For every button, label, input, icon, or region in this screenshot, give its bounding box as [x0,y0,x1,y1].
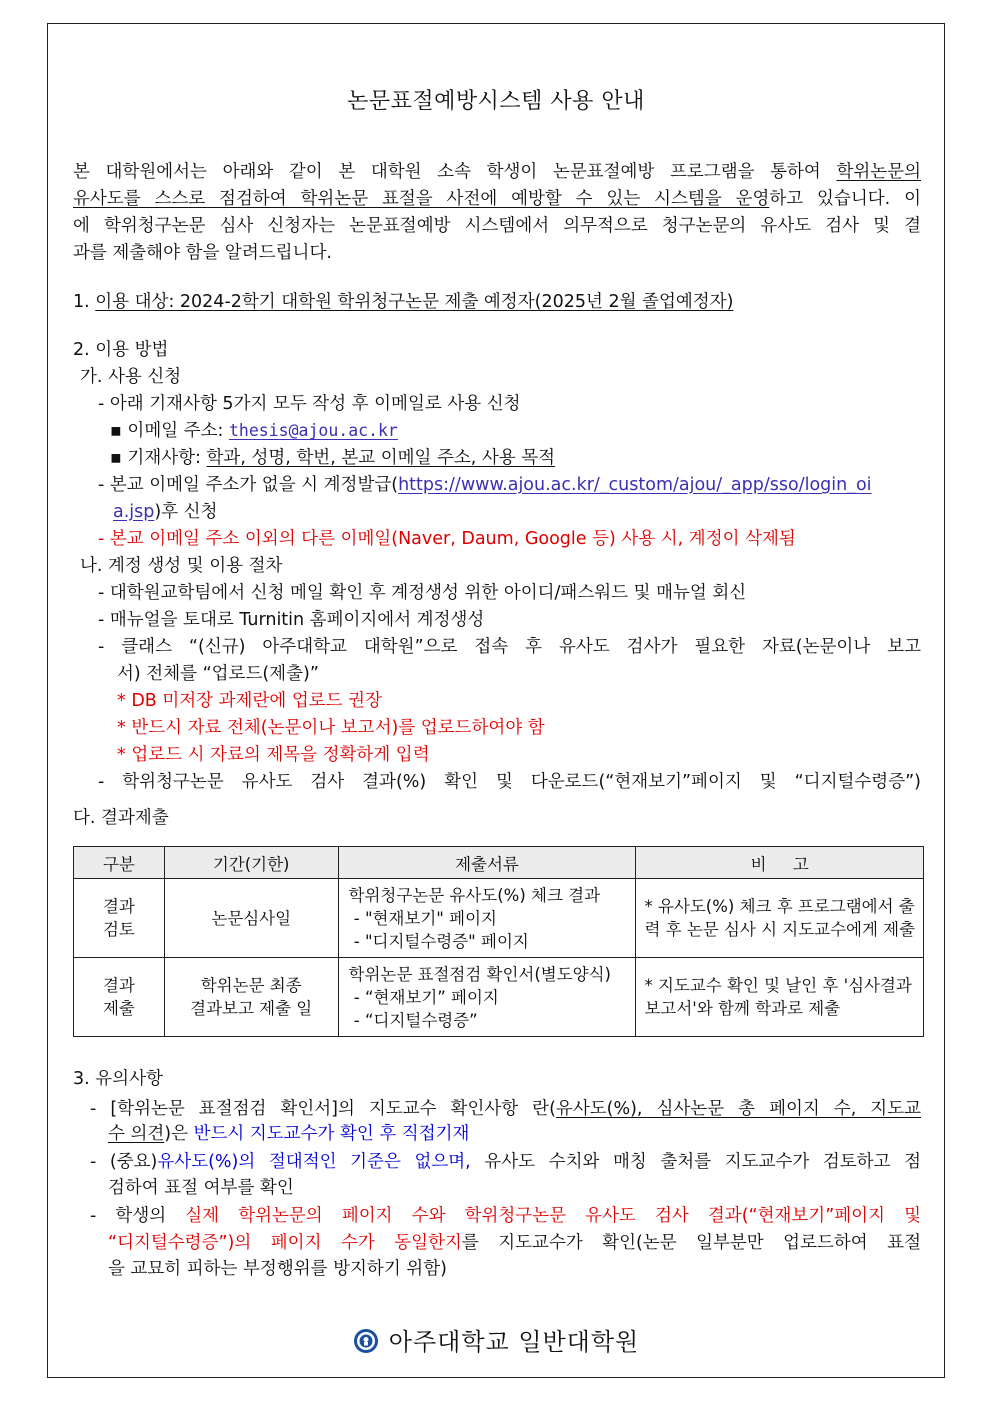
note-text: - (중요) [90,1152,158,1172]
section-2-heading: 2. 이용 방법 [73,340,169,360]
doc-line: - “현재보기” 페이지 [348,987,499,1007]
email-label: ▪ 이메일 주소: [110,421,229,441]
ga-warning: - 본교 이메일 주소 이외의 다른 이메일(Naver, Daum, Google 등) 사용 시, 계정이 삭제됨 [98,529,796,549]
row-type-line: 검토 [102,920,135,939]
na-line-3: - 클래스 “(신규) 아주대학교 대학원”으로 접속 후 유사도 검사가 필요한 자료(논문이나 보고 [98,637,921,657]
intro-line-4: 과를 제출해야 함을 알려드립니다. [73,243,332,263]
row-period-line: 논문심사일 [211,908,292,928]
row-period [164,879,338,958]
section-2-na-heading: 나. 계정 생성 및 이용 절차 [80,556,283,576]
intro-highlight: 유사도를 스스로 점검하여 학위논문 표절을 사전에 예방할 수 있는 시스템을 운영 [73,189,770,209]
table-row [74,879,924,958]
intro-line-2 [73,187,921,211]
ga-line-5 [113,500,217,524]
header-period: 기간(기한) [164,847,338,879]
note-emphasis: 유사도(%)의 절대적인 기준은 없으며, [157,1152,471,1172]
note-text: - [학위논문 표절점검 확인서]의 지도교수 확인사항 란( [90,1099,556,1119]
na-note-1: * DB 미저장 과제란에 업로드 권장 [117,691,382,711]
note-2-line-2: 검하여 표절 여부를 확인 [108,1178,294,1198]
footer-text: 아주대학교 일반대학원 [388,1328,640,1356]
row-remarks: * 유사도(%) 체크 후 프로그램에서 출력 후 논문 심사 시 지도교수에게 제출 [636,879,924,958]
account-url-link-cont[interactable]: a.jsp [113,502,155,522]
intro-line-3: 에 학위청구논문 심사 신청자는 논문표절예방 시스템에서 의무적으로 청구논문의 유사도 검사 및 결 [73,216,921,236]
note-text: - 학생의 [90,1206,186,1226]
page-title: 논문표절예방시스템 사용 안내 [347,89,645,114]
doc-line: 학위청구논문 유사도(%) 체크 결과 [348,885,601,905]
note-text: )은 [164,1124,194,1144]
ga-line-1: - 아래 기재사항 5가지 모두 작성 후 이메일로 사용 신청 [98,394,521,414]
intro-highlight: 학위논문의 [836,162,921,182]
email-row [110,419,398,443]
result-table [73,846,924,1037]
note-2-line-1 [90,1150,921,1174]
row-period-line: 결과보고 제출 일 [190,999,313,1018]
note-emphasis: 반드시 지도교수가 확인 후 직접기재 [193,1124,470,1144]
intro-line-1 [73,160,921,184]
note-3-line-3: 을 교묘히 피하는 부정행위를 방지하기 위함) [108,1259,447,1279]
row-type-line: 결과 [102,897,135,916]
table-header-row [74,847,924,879]
doc-line: - "현재보기" 페이지 [348,908,497,928]
na-note-2: * 반드시 자료 전체(논문이나 보고서)를 업로드하여야 함 [117,718,545,738]
row-type-line: 결과 [102,976,135,995]
row-period [164,958,338,1037]
intro-text: 하고 있습니다. 이 [769,189,921,209]
ga-line-5-text: )후 신청 [154,502,218,522]
row-type-line: 제출 [102,999,135,1018]
doc-line: 학위논문 표절점검 확인서(별도양식) [348,964,611,984]
note-1-line-2 [108,1122,469,1146]
row-documents [338,879,636,958]
row-documents [338,958,636,1037]
doc-line: - "디지털수령증" 페이지 [348,931,529,951]
section-1-number: 1. [73,292,96,312]
header-remarks: 비 고 [636,847,924,879]
na-line-4: 서) 전체를 “업로드(제출)” [117,664,319,684]
row-type [74,958,165,1037]
doc-line: - “디지털수령증” [348,1010,478,1030]
section-1-text: 이용 대상: 2024-2학기 대학원 학위청구논문 제출 예정자(2025년 2월 졸업예정자) [95,292,734,312]
section-3-heading: 3. 유의사항 [73,1069,163,1089]
ga-line-4-text: - 본교 이메일 주소가 없을 시 계정발급( [98,475,399,495]
note-3-line-1 [90,1204,921,1228]
row-type [74,879,165,958]
table-row [74,958,924,1037]
note-text: 유사도 수치와 매칭 출처를 지도교수가 검토하고 점 [470,1152,921,1172]
section-2-ga-heading: 가. 사용 신청 [80,367,182,387]
na-line-2: - 매뉴얼을 토대로 Turnitin 홈페이지에서 계정생성 [98,610,485,630]
items-row [110,446,555,470]
items-label: ▪ 기재사항: [110,448,207,468]
row-remarks: * 지도교수 확인 및 날인 후 '심사결과보고서'와 함께 학과로 제출 [636,958,924,1037]
note-underlined: 유사도(%), 심사논문 총 페이지 수, 지도교 [555,1099,921,1119]
email-link[interactable]: thesis@ajou.ac.kr [228,421,398,440]
na-line-1: - 대학원교학팀에서 신청 메일 확인 후 계정생성 위한 아이디/패스워드 및 매뉴얼 회신 [98,583,747,603]
note-text: 를 지도교수가 확인(논문 일부분만 업로드하여 표절 [461,1233,921,1253]
footer [0,1322,992,1357]
items-text: 학과, 성명, 학번, 본교 이메일 주소, 사용 목적 [206,448,556,468]
section-1 [73,290,733,314]
note-warning: “디지털수령증”)의 페이지 수가 동일한지 [108,1233,462,1253]
ga-line-4 [98,473,872,497]
note-underlined: 수 의견 [108,1124,165,1144]
na-line-5: - 학위청구논문 유사도 검사 결과(%) 확인 및 다운로드(“현재보기”페이지 및 “디지털수령증”) [98,772,921,792]
header-documents: 제출서류 [338,847,636,879]
intro-text: 본 대학원에서는 아래와 같이 본 대학원 소속 학생이 논문표절예방 프로그램을 통하여 [73,162,837,182]
section-2-da-heading: 다. 결과제출 [73,808,169,828]
university-seal-icon [353,1328,379,1354]
note-1-line-1 [90,1097,921,1121]
account-url-link[interactable]: https://www.ajou.ac.kr/_custom/ajou/_app/sso/login_oi [398,475,872,495]
row-period-line: 학위논문 최종 [200,976,302,995]
na-note-3: * 업로드 시 자료의 제목을 정확하게 입력 [117,745,430,765]
note-3-line-2 [108,1231,921,1255]
header-type: 구분 [74,847,165,879]
note-warning: 실제 학위논문의 페이지 수와 학위청구논문 유사도 검사 결과(“현재보기”페이지 및 [185,1206,922,1226]
